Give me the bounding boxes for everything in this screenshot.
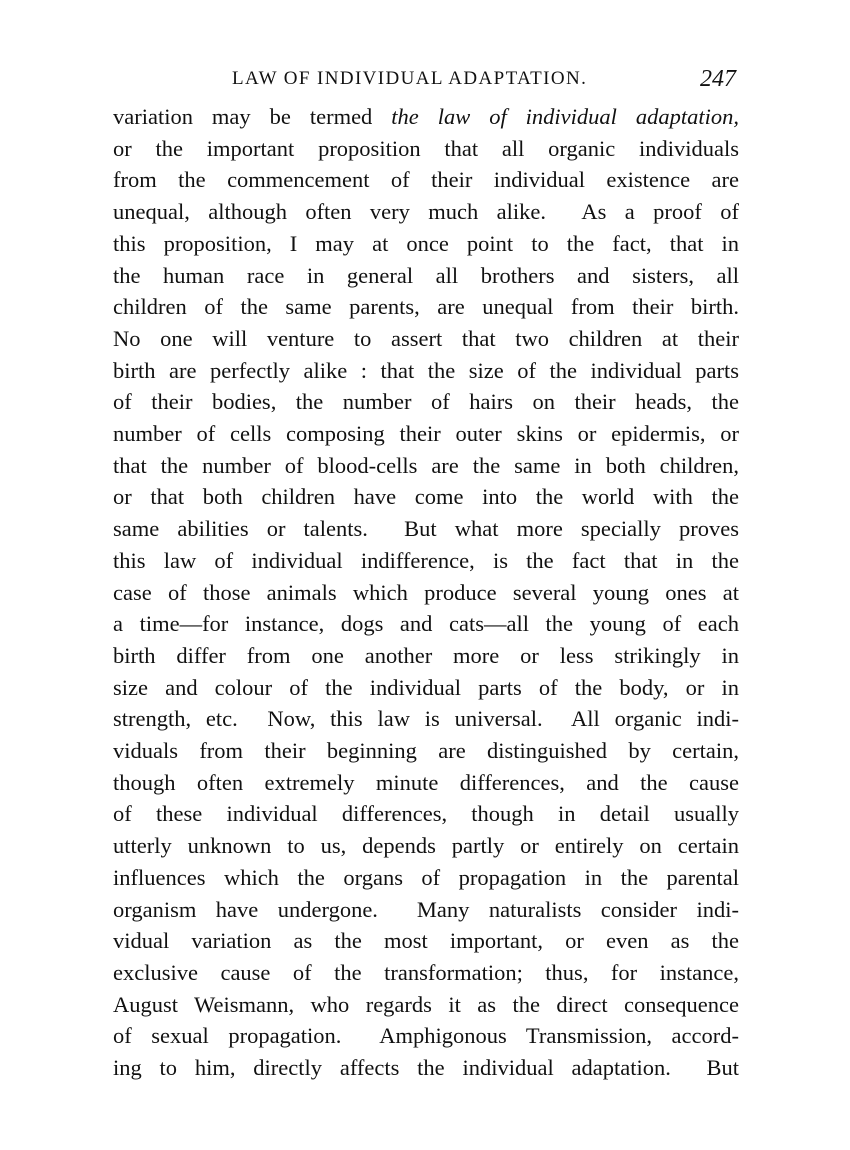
text-segment: the human race in general all brothers and sisters, all bbox=[113, 262, 739, 288]
text-line bbox=[113, 957, 739, 989]
text-line bbox=[113, 545, 739, 577]
page-number: 247 bbox=[700, 66, 736, 92]
text-segment: this law of individual indifference, is the fact that in the bbox=[113, 547, 739, 573]
text-segment: of their bodies, the number of hairs on their heads, the bbox=[113, 389, 739, 415]
text-segment: same abilities or talents. But what more specially proves bbox=[113, 516, 739, 542]
text-segment: exclusive cause of the transformation; thus, for instance, bbox=[113, 959, 739, 985]
text-segment: utterly unknown to us, depends partly or entirely on certain bbox=[113, 833, 739, 859]
text-line bbox=[113, 418, 739, 450]
text-line bbox=[113, 323, 739, 355]
text-segment: of these individual differences, though in detail usually bbox=[113, 801, 739, 827]
text-line bbox=[113, 577, 739, 609]
text-segment: variation may be termed bbox=[113, 104, 392, 129]
text-line bbox=[113, 767, 739, 799]
text-line bbox=[113, 798, 739, 830]
text-line bbox=[113, 735, 739, 767]
text-segment: from the commencement of their individual existence are bbox=[113, 167, 739, 193]
text-segment: number of cells composing their outer skins or epidermis, or bbox=[113, 421, 739, 447]
text-line bbox=[113, 196, 739, 228]
text-line bbox=[113, 513, 739, 545]
text-line bbox=[113, 862, 739, 894]
running-head bbox=[0, 64, 850, 94]
text-line bbox=[113, 481, 739, 513]
text-line bbox=[113, 101, 739, 133]
text-line bbox=[113, 450, 739, 482]
text-line bbox=[113, 260, 739, 292]
running-title: LAW OF INDIVIDUAL ADAPTATION. bbox=[232, 68, 588, 89]
text-segment: though often extremely minute differences, and the cause bbox=[113, 769, 739, 795]
text-line bbox=[113, 1020, 739, 1052]
text-line bbox=[113, 703, 739, 735]
text-segment: influences which the organs of propagation in the parental bbox=[113, 864, 739, 890]
text-segment: vidual variation as the most important, or even as the bbox=[113, 928, 739, 954]
text-segment: birth differ from one another more or less strikingly in bbox=[113, 642, 739, 668]
text-line bbox=[113, 386, 739, 418]
text-segment: children of the same parents, are unequal from their birth. bbox=[113, 294, 739, 320]
text-segment: organism have undergone. Many naturalists consider indi- bbox=[113, 896, 739, 922]
text-segment: unequal, although often very much alike. As a proof of bbox=[113, 199, 739, 225]
text-segment: of sexual propagation. Amphigonous Transmission, accord- bbox=[113, 1023, 739, 1049]
text-segment: or that both children have come into the world with the bbox=[113, 484, 739, 510]
text-segment: birth are perfectly alike : that the size of the individual parts bbox=[113, 357, 739, 383]
text-line bbox=[113, 989, 739, 1021]
text-segment: case of those animals which produce several young ones at bbox=[113, 579, 739, 605]
text-line bbox=[113, 830, 739, 862]
text-segment: August Weismann, who regards it as the direct consequence bbox=[113, 991, 739, 1017]
text-line bbox=[113, 894, 739, 926]
text-line bbox=[113, 608, 739, 640]
text-segment: strength, etc. Now, this law is universal. All organic indi- bbox=[113, 706, 739, 732]
text-line bbox=[113, 1052, 739, 1084]
text-segment: a time—for instance, dogs and cats—all the young of each bbox=[113, 611, 739, 637]
text-segment: ing to him, directly affects the individual adaptation. But bbox=[113, 1055, 739, 1081]
text-segment: or the important proposition that all organic individuals bbox=[113, 135, 739, 161]
text-segment: that the number of blood-cells are the same in both children, bbox=[113, 452, 739, 478]
italic-phrase: the law of individual adaptation, bbox=[391, 104, 739, 129]
text-line bbox=[113, 925, 739, 957]
body-text bbox=[113, 101, 739, 1084]
text-line bbox=[113, 164, 739, 196]
text-line bbox=[113, 640, 739, 672]
text-segment: No one will venture to assert that two children at their bbox=[113, 325, 739, 351]
text-line bbox=[113, 291, 739, 323]
text-line bbox=[113, 228, 739, 260]
text-line bbox=[113, 133, 739, 165]
text-segment: size and colour of the individual parts of the body, or in bbox=[113, 674, 739, 700]
text-line bbox=[113, 672, 739, 704]
text-segment: viduals from their beginning are distinguished by certain, bbox=[113, 738, 739, 764]
text-segment: this proposition, I may at once point to the fact, that in bbox=[113, 230, 739, 256]
text-line bbox=[113, 355, 739, 387]
